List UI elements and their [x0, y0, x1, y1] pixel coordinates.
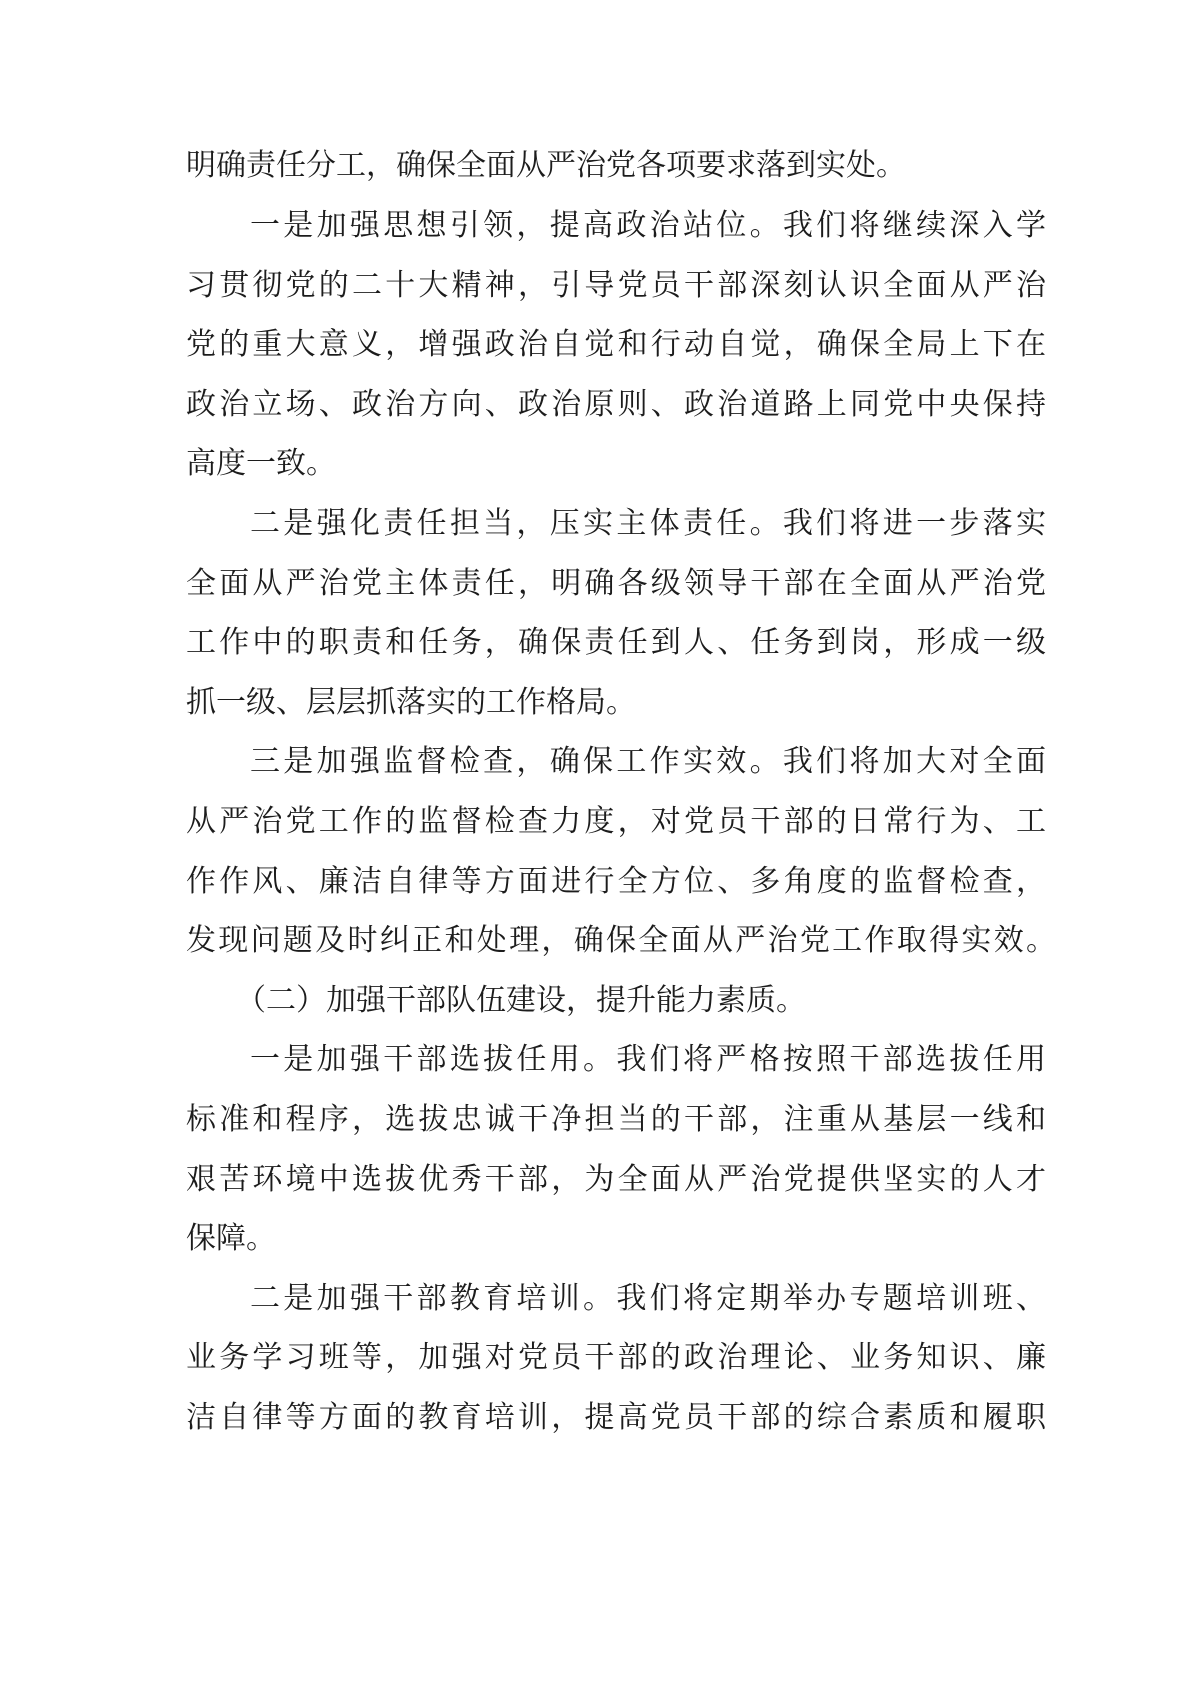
paragraph-first-line: 一是加强思想引领，提高政治站位。我们将继续深入学 [250, 208, 1046, 243]
text-line: 艰苦环境中选拔优秀干部，为全面从严治党提供坚实的人才 [186, 1162, 1046, 1197]
text-line: 全面从严治党主体责任，明确各级领导干部在全面从严治党 [186, 566, 1046, 601]
text-line: 明确责任分工，确保全面从严治党各项要求落到实处。 [186, 148, 906, 183]
text-line: 保障。 [186, 1221, 276, 1256]
text-line: 业务学习班等，加强对党员干部的政治理论、业务知识、廉 [186, 1340, 1046, 1375]
text-line: 标准和程序，选拔忠诚干净担当的干部，注重从基层一线和 [186, 1102, 1046, 1137]
paragraph-first-line: 二是强化责任担当，压实主体责任。我们将进一步落实 [250, 506, 1046, 541]
paragraph-first-line: 三是加强监督检查，确保工作实效。我们将加大对全面 [250, 744, 1046, 779]
text-line: 习贯彻党的二十大精神，引导党员干部深刻认识全面从严治 [186, 268, 1046, 303]
text-line: 抓一级、层层抓落实的工作格局。 [186, 685, 636, 720]
text-line: 洁自律等方面的教育培训，提高党员干部的综合素质和履职 [186, 1400, 1046, 1435]
text-line: 党的重大意义，增强政治自觉和行动自觉，确保全局上下在 [186, 327, 1046, 362]
paragraph-first-line: 二是加强干部教育培训。我们将定期举办专题培训班、 [250, 1281, 1046, 1316]
text-line: 高度一致。 [186, 446, 336, 481]
text-line: 工作中的职责和任务，确保责任到人、任务到岗，形成一级 [186, 625, 1046, 660]
section-heading: （二）加强干部队伍建设，提升能力素质。 [236, 983, 806, 1018]
text-line: 发现问题及时纠正和处理，确保全面从严治党工作取得实效。 [186, 923, 1056, 958]
text-line: 从严治党工作的监督检查力度，对党员干部的日常行为、工 [186, 804, 1046, 839]
text-line: 政治立场、政治方向、政治原则、政治道路上同党中央保持 [186, 387, 1046, 422]
paragraph-first-line: 一是加强干部选拔任用。我们将严格按照干部选拔任用 [250, 1042, 1046, 1077]
text-line: 作作风、廉洁自律等方面进行全方位、多角度的监督检查， [186, 864, 1046, 899]
